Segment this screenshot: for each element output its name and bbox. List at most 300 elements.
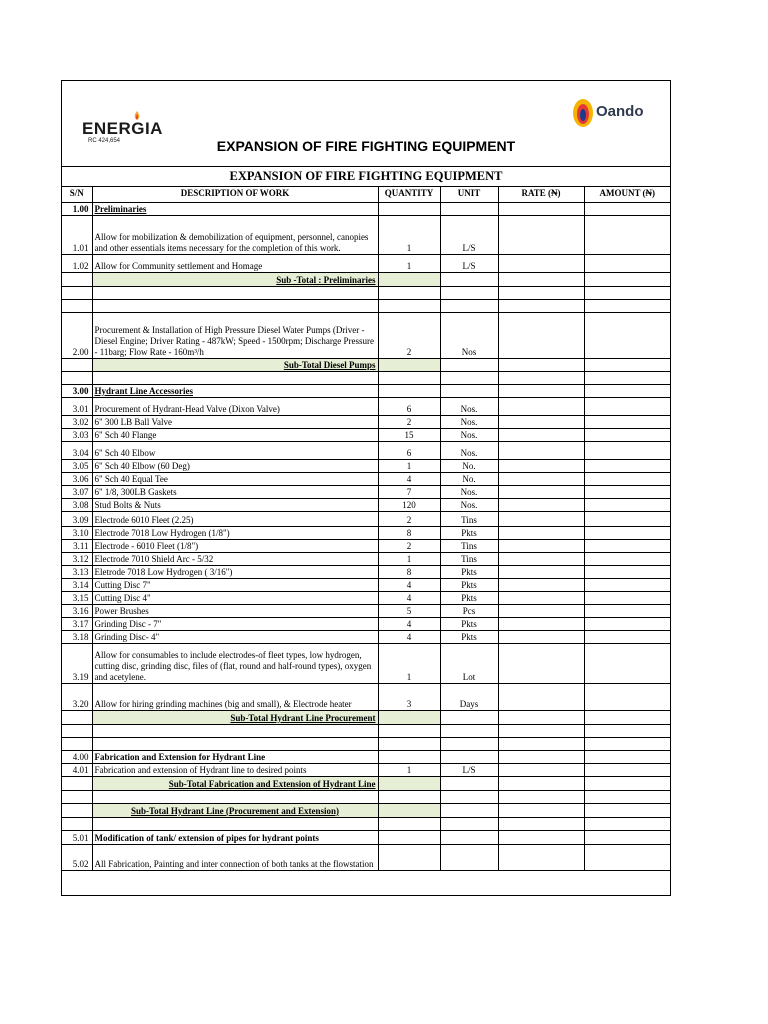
cell-description (92, 371, 378, 384)
cell-unit (440, 790, 498, 803)
table-row (62, 485, 670, 498)
cell-unit: Pkts (440, 591, 498, 604)
cell-quantity: 1 (378, 643, 440, 683)
document-title: EXPANSION OF FIRE FIGHTING EQUIPMENT (216, 138, 516, 154)
cell-rate (498, 286, 584, 299)
cell-amount (584, 830, 670, 844)
cell-sn: 3.00 (62, 384, 92, 397)
cell-quantity (378, 286, 440, 299)
oando-logo (572, 96, 662, 136)
table-row (62, 526, 670, 539)
cell-sn: 3.06 (62, 472, 92, 485)
cell-rate (498, 272, 584, 286)
cell-amount (584, 630, 670, 643)
cell-sn: 3.02 (62, 415, 92, 428)
cell-unit: Nos. (440, 415, 498, 428)
cell-description: Procurement of Hydrant-Head Valve (Dixon Valve) (92, 397, 378, 415)
cell-sn: 1.01 (62, 215, 92, 254)
cell-amount (584, 415, 670, 428)
cell-unit: Pkts (440, 526, 498, 539)
cell-rate (498, 202, 584, 215)
cell-amount (584, 790, 670, 803)
cell-sn: 3.01 (62, 397, 92, 415)
cell-quantity: 4 (378, 617, 440, 630)
cell-sn: 3.14 (62, 578, 92, 591)
table-row (62, 683, 670, 710)
table-row (62, 415, 670, 428)
cell-amount (584, 552, 670, 565)
table-row (62, 498, 670, 511)
cell-quantity: 4 (378, 630, 440, 643)
cell-sn: 3.12 (62, 552, 92, 565)
cell-rate (498, 591, 584, 604)
cell-description: Eletrode 7018 Low Hydrogen ( 3/16") (92, 565, 378, 578)
cell-rate (498, 254, 584, 272)
cell-unit (440, 299, 498, 312)
cell-description: Electrode - 6010 Fleet (1/8") (92, 539, 378, 552)
cell-unit (440, 710, 498, 724)
table-row (62, 254, 670, 272)
cell-quantity: 1 (378, 459, 440, 472)
cell-unit: Tins (440, 539, 498, 552)
cell-amount (584, 750, 670, 763)
cell-sn (62, 737, 92, 750)
cell-sn: 3.09 (62, 511, 92, 526)
cell-rate (498, 539, 584, 552)
cell-rate (498, 441, 584, 459)
cell-description: Allow for hiring grinding machines (big and small), & Electrode heater (92, 683, 378, 710)
cell-description: Sub -Total : Preliminaries (92, 272, 378, 286)
cell-sn (62, 286, 92, 299)
cell-description: 6" Sch 40 Elbow (92, 441, 378, 459)
cell-unit: Nos. (440, 428, 498, 441)
table-row (62, 202, 670, 215)
cell-description (92, 724, 378, 737)
cell-rate (498, 683, 584, 710)
cell-unit (440, 358, 498, 371)
table-row (62, 724, 670, 737)
cell-description (92, 790, 378, 803)
cell-amount (584, 617, 670, 630)
cell-quantity (378, 710, 440, 724)
table-row (62, 397, 670, 415)
cell-rate (498, 415, 584, 428)
cell-amount (584, 485, 670, 498)
cell-quantity: 6 (378, 397, 440, 415)
cell-rate (498, 643, 584, 683)
cell-amount (584, 643, 670, 683)
cell-amount (584, 312, 670, 358)
cell-sn (62, 371, 92, 384)
cell-rate (498, 763, 584, 776)
cell-rate (498, 776, 584, 790)
cell-unit (440, 830, 498, 844)
cell-description: All Fabrication, Painting and inter connection of both tanks at the flowstation (92, 844, 378, 870)
cell-description: Allow for Community settlement and Homage (92, 254, 378, 272)
cell-sn: 3.03 (62, 428, 92, 441)
cell-unit: L/S (440, 763, 498, 776)
oando-wordmark: Oando (596, 103, 644, 120)
cell-amount (584, 358, 670, 371)
cell-amount (584, 526, 670, 539)
table-row (62, 312, 670, 358)
cell-amount (584, 498, 670, 511)
cell-amount (584, 591, 670, 604)
cell-unit (440, 737, 498, 750)
cell-amount (584, 286, 670, 299)
cell-sn: 2.00 (62, 312, 92, 358)
cell-sn: 1.00 (62, 202, 92, 215)
col-header-unit: UNIT (440, 186, 498, 202)
cell-quantity: 1 (378, 254, 440, 272)
cell-sn (62, 299, 92, 312)
cell-quantity: 3 (378, 683, 440, 710)
cell-rate (498, 552, 584, 565)
cell-quantity: 2 (378, 415, 440, 428)
cell-sn: 5.02 (62, 844, 92, 870)
cell-rate (498, 428, 584, 441)
cell-description: Allow for consumables to include electrodes-of fleet types, low hydrogen, cutting disc, grinding disc, files of (flat, round and half-round types), oxygen and acetylene. (92, 643, 378, 683)
cell-description: Electrode 7018 Low Hydrogen (1/8") (92, 526, 378, 539)
cell-sn: 3.15 (62, 591, 92, 604)
cell-amount (584, 215, 670, 254)
table-row (62, 286, 670, 299)
cell-rate (498, 397, 584, 415)
cell-rate (498, 498, 584, 511)
table-row (62, 643, 670, 683)
cell-unit: Pkts (440, 630, 498, 643)
cell-description: 6" Sch 40 Equal Tee (92, 472, 378, 485)
cell-sn: 4.01 (62, 763, 92, 776)
cell-unit: Nos (440, 312, 498, 358)
table-row (62, 384, 670, 397)
cell-unit (440, 384, 498, 397)
cell-rate (498, 371, 584, 384)
cell-description: Power Brushes (92, 604, 378, 617)
cell-description: Sub-Total Hydrant Line (Procurement and Extension) (92, 803, 378, 817)
cell-amount (584, 397, 670, 415)
table-row (62, 591, 670, 604)
cell-unit (440, 844, 498, 870)
cell-quantity (378, 724, 440, 737)
col-header-sn: S/N (62, 186, 92, 202)
cell-unit (440, 750, 498, 763)
cell-quantity: 2 (378, 312, 440, 358)
bill-of-quantities-sheet (61, 80, 671, 896)
table-row (62, 737, 670, 750)
cell-sn (62, 724, 92, 737)
energia-wordmark: ENERGIA (82, 119, 163, 138)
cell-unit: L/S (440, 254, 498, 272)
table-row (62, 552, 670, 565)
cell-description: Fabrication and extension of Hydrant line to desired points (92, 763, 378, 776)
cell-amount (584, 299, 670, 312)
cell-unit: Nos. (440, 441, 498, 459)
cell-quantity (378, 830, 440, 844)
cell-amount (584, 844, 670, 870)
cell-quantity (378, 371, 440, 384)
cell-quantity: 1 (378, 552, 440, 565)
cell-unit (440, 286, 498, 299)
cell-unit (440, 272, 498, 286)
cell-quantity (378, 299, 440, 312)
cell-quantity (378, 272, 440, 286)
table-row (62, 215, 670, 254)
cell-description: Stud Bolts & Nuts (92, 498, 378, 511)
cell-quantity: 4 (378, 472, 440, 485)
cell-unit (440, 724, 498, 737)
cell-description: Electrode 6010 Fleet (2.25) (92, 511, 378, 526)
cell-quantity: 1 (378, 215, 440, 254)
cell-amount (584, 539, 670, 552)
cell-amount (584, 710, 670, 724)
table-row (62, 428, 670, 441)
subtotal-row (62, 358, 670, 371)
col-header-amount: AMOUNT (₦) (584, 186, 670, 202)
cell-unit: Pkts (440, 578, 498, 591)
cell-description: Allow for mobilization & demobilization of equipment, personnel, canopies and other essentials items necessary for the completion of this work. (92, 215, 378, 254)
cell-rate (498, 485, 584, 498)
cell-quantity: 2 (378, 511, 440, 526)
cell-quantity: 7 (378, 485, 440, 498)
table-row (62, 511, 670, 526)
col-header-description: DESCRIPTION OF WORK (92, 186, 378, 202)
table-row (62, 565, 670, 578)
table-row (62, 790, 670, 803)
cell-unit: Lot (440, 643, 498, 683)
cell-sn (62, 710, 92, 724)
cell-quantity: 8 (378, 565, 440, 578)
cell-description: Sub-Total Hydrant Line Procurement (92, 710, 378, 724)
cell-sn (62, 776, 92, 790)
cell-sn (62, 817, 92, 830)
table-row (62, 817, 670, 830)
cell-rate (498, 472, 584, 485)
cell-quantity: 6 (378, 441, 440, 459)
cell-rate (498, 817, 584, 830)
cell-quantity (378, 750, 440, 763)
cell-sn: 1.02 (62, 254, 92, 272)
cell-quantity: 15 (378, 428, 440, 441)
quantities-table (62, 186, 670, 871)
cell-description: 6" Sch 40 Flange (92, 428, 378, 441)
cell-rate (498, 384, 584, 397)
cell-description (92, 299, 378, 312)
cell-unit (440, 803, 498, 817)
cell-quantity (378, 844, 440, 870)
cell-rate (498, 312, 584, 358)
cell-unit: Nos. (440, 498, 498, 511)
cell-unit: L/S (440, 215, 498, 254)
subtotal-row (62, 776, 670, 790)
cell-quantity (378, 358, 440, 371)
cell-description: Cutting Disc 4" (92, 591, 378, 604)
cell-amount (584, 459, 670, 472)
cell-amount (584, 724, 670, 737)
cell-quantity: 120 (378, 498, 440, 511)
table-row (62, 371, 670, 384)
subtotal-row (62, 272, 670, 286)
cell-quantity: 4 (378, 591, 440, 604)
cell-description (92, 817, 378, 830)
cell-rate (498, 803, 584, 817)
cell-sn: 3.13 (62, 565, 92, 578)
cell-sn: 3.11 (62, 539, 92, 552)
cell-amount (584, 776, 670, 790)
cell-sn (62, 358, 92, 371)
col-header-quantity: QUANTITY (378, 186, 440, 202)
cell-sn (62, 803, 92, 817)
table-row (62, 844, 670, 870)
col-header-rate: RATE (₦) (498, 186, 584, 202)
table-row (62, 830, 670, 844)
cell-amount (584, 441, 670, 459)
oando-emblem-icon (572, 96, 594, 132)
cell-quantity (378, 384, 440, 397)
table-row (62, 750, 670, 763)
cell-sn: 3.18 (62, 630, 92, 643)
cell-sn: 4.00 (62, 750, 92, 763)
document-header (62, 81, 670, 167)
subtotal-row (62, 803, 670, 817)
cell-unit: Tins (440, 511, 498, 526)
cell-amount (584, 683, 670, 710)
cell-rate (498, 737, 584, 750)
cell-description (92, 286, 378, 299)
table-row (62, 604, 670, 617)
cell-sn: 3.05 (62, 459, 92, 472)
cell-rate (498, 617, 584, 630)
cell-quantity (378, 737, 440, 750)
cell-amount (584, 272, 670, 286)
cell-description: Modification of tank/ extension of pipes for hydrant points (92, 830, 378, 844)
cell-quantity (378, 803, 440, 817)
cell-quantity: 2 (378, 539, 440, 552)
cell-rate (498, 844, 584, 870)
cell-quantity: 8 (378, 526, 440, 539)
cell-sn: 3.20 (62, 683, 92, 710)
cell-unit: No. (440, 472, 498, 485)
energia-rc-number: RC 424,654 (88, 138, 121, 144)
cell-sn: 3.07 (62, 485, 92, 498)
table-row (62, 763, 670, 776)
table-header-row (62, 186, 670, 202)
cell-description: Procurement & Installation of High Pressure Diesel Water Pumps (Driver - Diesel Engine; Driver Rating - 487kW; Speed - 1500rpm; Discharge Pressure - 11barg; Flow Rate - 160m³/h (92, 312, 378, 358)
cell-description: Grinding Disc- 4" (92, 630, 378, 643)
cell-description: Electrode 7010 Shield Arc - 5/32 (92, 552, 378, 565)
cell-rate (498, 565, 584, 578)
cell-description: Preliminaries (92, 202, 378, 215)
cell-amount (584, 578, 670, 591)
cell-amount (584, 254, 670, 272)
cell-description: Sub-Total Fabrication and Extension of Hydrant Line (92, 776, 378, 790)
cell-rate (498, 299, 584, 312)
cell-sn (62, 272, 92, 286)
table-title: EXPANSION OF FIRE FIGHTING EQUIPMENT (62, 166, 670, 187)
cell-sn: 3.16 (62, 604, 92, 617)
cell-description (92, 737, 378, 750)
cell-description: Sub-Total Diesel Pumps (92, 358, 378, 371)
cell-quantity (378, 776, 440, 790)
cell-description: Cutting Disc 7" (92, 578, 378, 591)
cell-amount (584, 737, 670, 750)
table-row (62, 441, 670, 459)
cell-amount (584, 472, 670, 485)
cell-unit: Tins (440, 552, 498, 565)
table-row (62, 459, 670, 472)
cell-rate (498, 578, 584, 591)
cell-amount (584, 511, 670, 526)
cell-description: 6" Sch 40 Elbow (60 Deg) (92, 459, 378, 472)
cell-unit: Nos. (440, 397, 498, 415)
cell-unit: Nos. (440, 485, 498, 498)
cell-quantity: 4 (378, 578, 440, 591)
cell-rate (498, 830, 584, 844)
cell-amount (584, 604, 670, 617)
cell-sn: 3.19 (62, 643, 92, 683)
cell-rate (498, 526, 584, 539)
cell-unit (440, 776, 498, 790)
cell-sn: 5.01 (62, 830, 92, 844)
cell-unit (440, 371, 498, 384)
cell-rate (498, 358, 584, 371)
cell-amount (584, 817, 670, 830)
cell-amount (584, 384, 670, 397)
cell-description: Hydrant Line Accessories (92, 384, 378, 397)
table-row (62, 578, 670, 591)
cell-sn: 3.04 (62, 441, 92, 459)
cell-unit: Days (440, 683, 498, 710)
cell-unit: No. (440, 459, 498, 472)
cell-quantity (378, 817, 440, 830)
cell-rate (498, 511, 584, 526)
cell-amount (584, 202, 670, 215)
cell-quantity (378, 790, 440, 803)
table-body (62, 202, 670, 870)
table-row (62, 299, 670, 312)
cell-description: 6" 1/8, 300LB Gaskets (92, 485, 378, 498)
subtotal-row (62, 710, 670, 724)
table-row (62, 630, 670, 643)
cell-amount (584, 763, 670, 776)
cell-amount (584, 803, 670, 817)
cell-amount (584, 371, 670, 384)
cell-sn: 3.17 (62, 617, 92, 630)
table-row (62, 472, 670, 485)
cell-sn: 3.08 (62, 498, 92, 511)
cell-description: Fabrication and Extension for Hydrant Line (92, 750, 378, 763)
cell-description: 6" 300 LB Ball Valve (92, 415, 378, 428)
cell-description: Grinding Disc - 7" (92, 617, 378, 630)
cell-quantity: 5 (378, 604, 440, 617)
cell-unit: Pkts (440, 565, 498, 578)
cell-sn: 3.10 (62, 526, 92, 539)
cell-quantity: 1 (378, 763, 440, 776)
cell-rate (498, 710, 584, 724)
cell-rate (498, 750, 584, 763)
cell-amount (584, 428, 670, 441)
cell-unit (440, 202, 498, 215)
cell-unit: Pkts (440, 617, 498, 630)
cell-rate (498, 724, 584, 737)
cell-unit: Pcs (440, 604, 498, 617)
cell-rate (498, 459, 584, 472)
cell-quantity (378, 202, 440, 215)
cell-rate (498, 790, 584, 803)
cell-amount (584, 565, 670, 578)
cell-unit (440, 817, 498, 830)
cell-sn (62, 790, 92, 803)
